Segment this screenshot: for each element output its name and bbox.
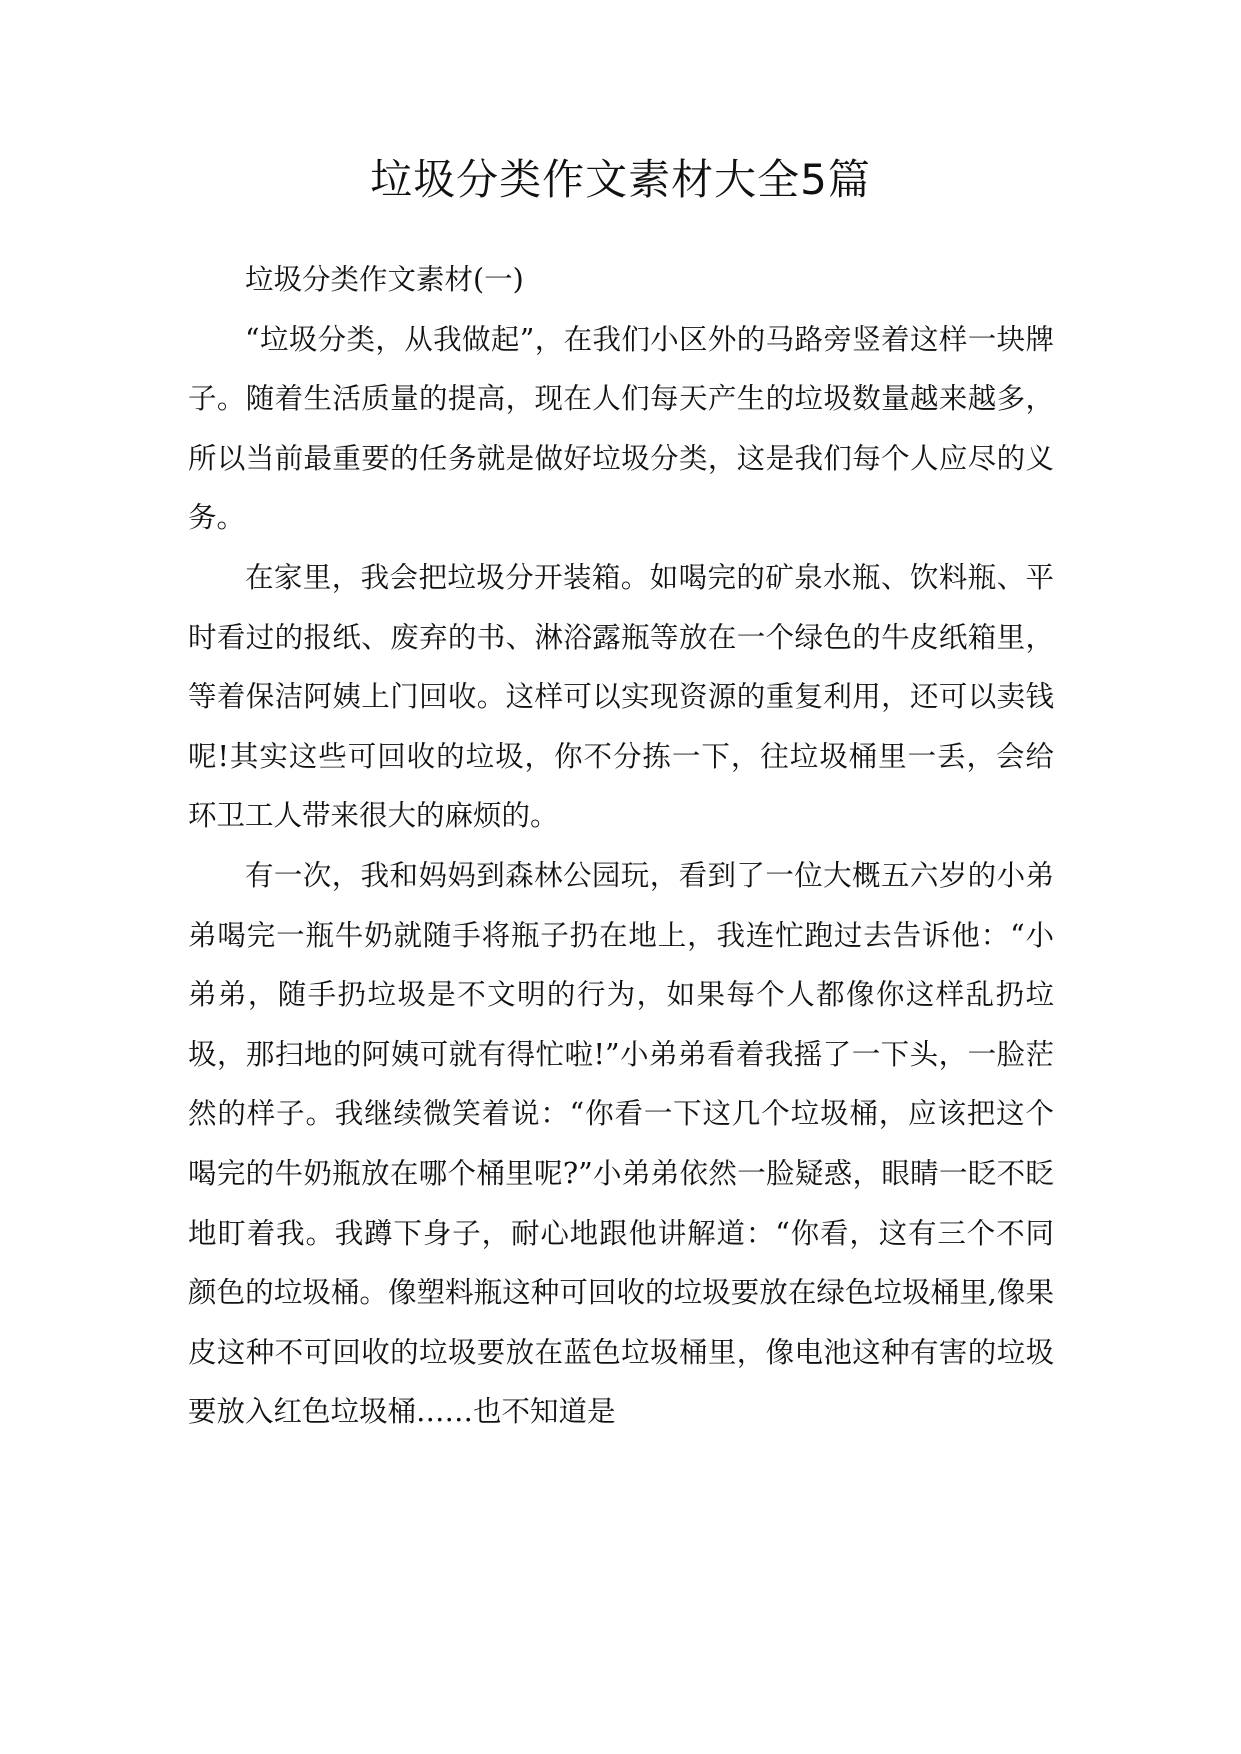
section-heading: 垃圾分类作文素材(一) <box>245 263 524 296</box>
document-title: 垃圾分类作文素材大全5篇 <box>370 155 871 204</box>
paragraph-2: 在家里，我会把垃圾分开装箱。如喝完的矿泉水瓶、饮料瓶、平时看过的报纸、废弃的书、淋浴露瓶等放在一个绿色的牛皮纸箱里，等着保洁阿姨上门回收。这样可以实现资源的重复利用，还可以卖钱呢!其实这些可回收的垃圾，你不分拣一下，往垃圾桶里一丢，会给环卫工人带来很大的麻烦的。 <box>188 560 1054 833</box>
paragraph-3: 有一次，我和妈妈到森林公园玩，看到了一位大概五六岁的小弟弟喝完一瓶牛奶就随手将瓶子扔在地上，我连忙跑过去告诉他：“小弟弟，随手扔垃圾是不文明的行为，如果每个人都像你这样乱扔垃圾，那扫地的阿姨可就有得忙啦!”小弟弟看着我摇了一下头，一脸茫然的样子。我继续微笑着说：“你看一下这几个垃圾桶，应该把这个喝完的牛奶瓶放在哪个桶里呢?”小弟弟依然一脸疑惑，眼睛一眨不眨地盯着我。我蹲下身子，耐心地跟他讲解道：“你看，这有三个不同颜色的垃圾桶。像塑料瓶这种可回收的垃圾要放在绿色垃圾桶里,像果皮这种不可回收的垃圾要放在蓝色垃圾桶里，像电池这种有害的垃圾要放入红色垃圾桶……也不知道是 <box>188 858 1054 1429</box>
paragraph-1: “垃圾分类，从我做起”，在我们小区外的马路旁竖着这样一块牌子。随着生活质量的提高，现在人们每天产生的垃圾数量越来越多，所以当前最重要的任务就是做好垃圾分类，这是我们每个人应尽的义务。 <box>188 322 1054 535</box>
document-body <box>188 250 1054 1442</box>
